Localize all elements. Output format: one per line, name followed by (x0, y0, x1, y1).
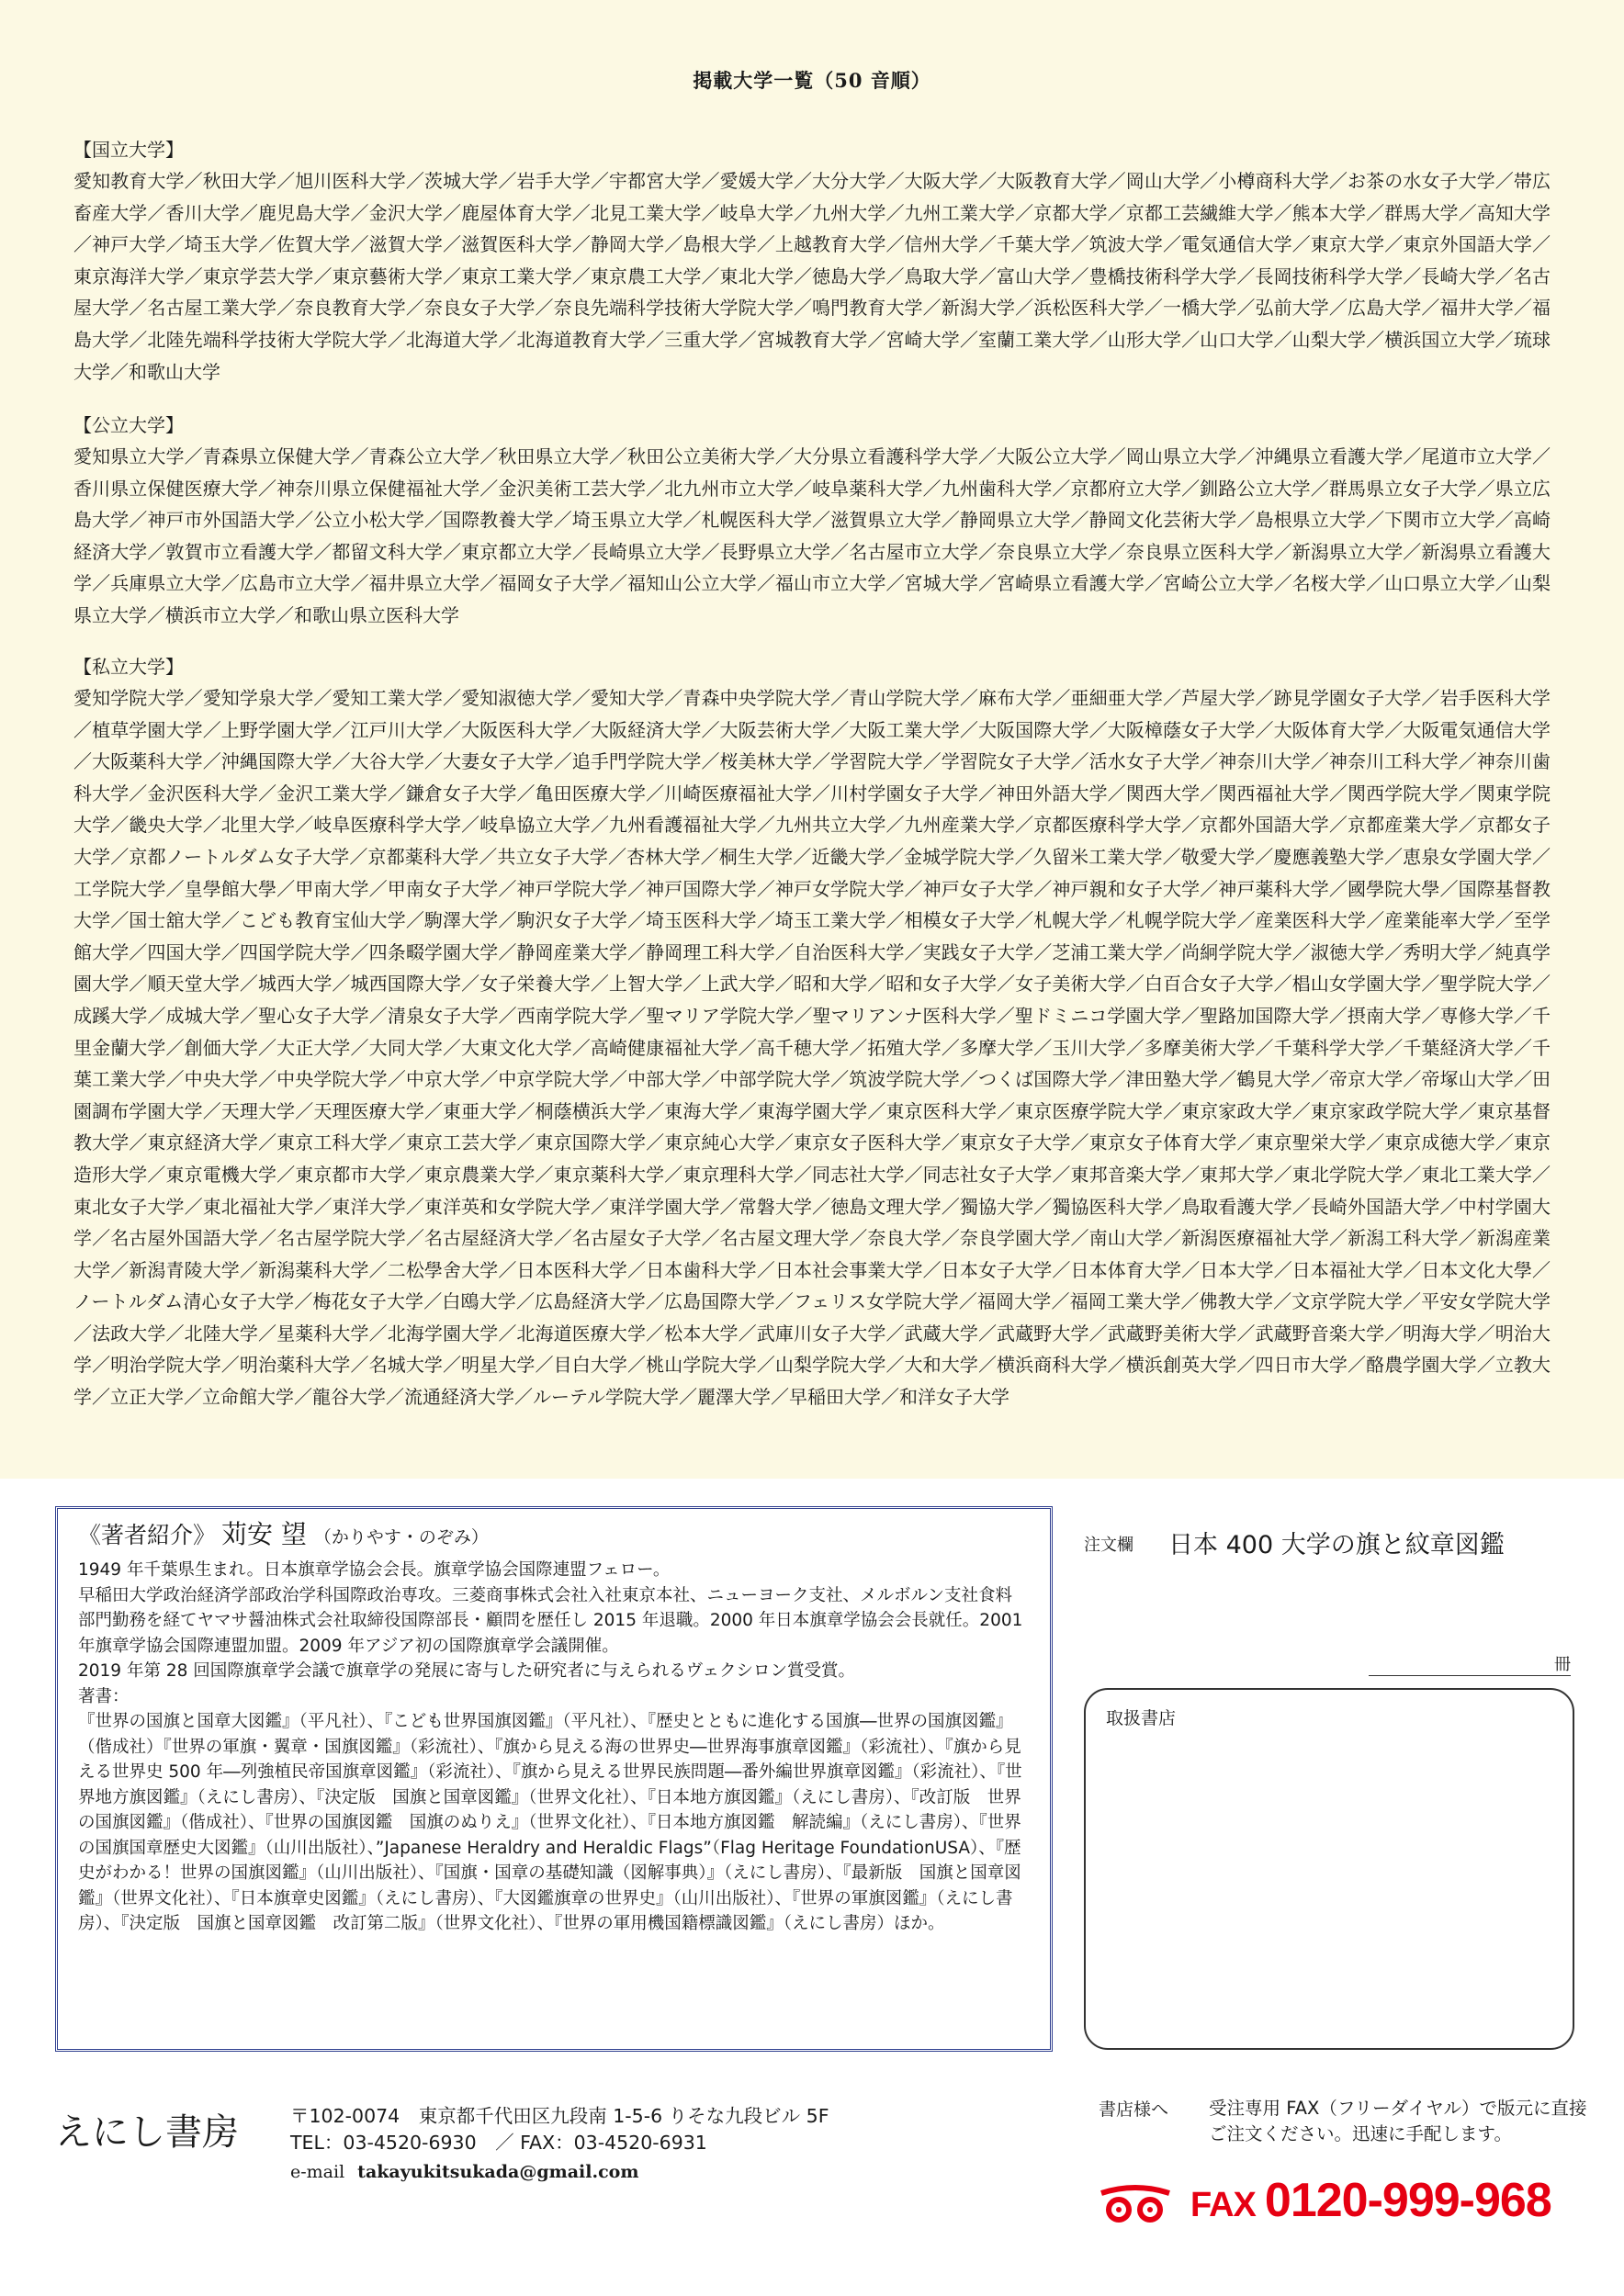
national-section (73, 134, 1551, 388)
fax-label: FAX (1190, 2186, 1256, 2224)
publisher-contact (290, 2103, 1025, 2156)
email-label: e-mail (290, 2162, 345, 2182)
fax-number[interactable] (1190, 2173, 1551, 2228)
bio-line: 著書： (78, 1686, 130, 1706)
fax-note: 受注専用 FAX（フリーダイヤル）で版元に直接ご注文ください。迅速に手配します。 (1209, 2098, 1587, 2144)
author-profile (78, 1514, 1026, 1937)
fax-number-line (1099, 2171, 1595, 2235)
bio-line: 早稲田大学政治経済学部政治学科国際政治専攻。三菱商事株式会社入社東京本社、ニューヨーク支社、メルボルン支社食料部門勤務を経てヤマサ醤油株式会社取締役国際部長・顧問を歴任し 2015 年退職。2000 年日本旗章学協会会長就任。2001 年旗章学協会国際連盟加盟。2009 年アジア初の国際旗章学会議開催。 (78, 1585, 1023, 1656)
author-heading: 《著者紹介》 (78, 1522, 217, 1548)
national-list: 愛知教育大学／秋田大学／旭川医科大学／茨城大学／岩手大学／宇都宮大学／愛媛大学／大分大学／大阪大学／大阪教育大学／岡山大学／小樽商科大学／お茶の水女子大学／帯広畜産大学／香川大学／鹿児島大学／金沢大学／鹿屋体育大学／北見工業大学／岐阜大学／九州大学／九州工業大学／京都大学／京都工芸繊維大学／熊本大学／群馬大学／高知大学／神戸大学／埼玉大学／佐賀大学／滋賀大学／滋賀医科大学／静岡大学／島根大学／上越教育大学／信州大学／千葉大学／筑波大学／電気通信大学／東京大学／東京外国語大学／東京海洋大学／東京学芸大学／東京藝術大学／東京工業大学／東京農工大学／東北大学／徳島大学／鳥取大学／富山大学／豊橋技術科学大学／長岡技術科学大学／長崎大学／名古屋大学／名古屋工業大学／奈良教育大学／奈良女子大学／奈良先端科学技術大学院大学／鳴門教育大学／新潟大学／浜松医科大学／一橋大学／弘前大学／広島大学／福井大学／福島大学／北陸先端科学技術大学院大学／北海道大学／北海道教育大学／三重大学／宮城教育大学／宮崎大学／室蘭工業大学／山形大学／山口大学／山梨大学／横浜国立大学／琉球大学／和歌山大学 (73, 170, 1551, 383)
private-section (73, 651, 1551, 1413)
private-list: 愛知学院大学／愛知学泉大学／愛知工業大学／愛知淑徳大学／愛知大学／青森中央学院大学／青山学院大学／麻布大学／亜細亜大学／芦屋大学／跡見学園女子大学／岩手医科大学／植草学園大学／上野学園大学／江戸川大学／大阪医科大学／大阪経済大学／大阪芸術大学／大阪工業大学／大阪国際大学／大阪樟蔭女子大学／大阪体育大学／大阪電気通信大学／大阪薬科大学／沖縄国際大学／大谷大学／大妻女子大学／追手門学院大学／桜美林大学／学習院大学／学習院女子大学／活水女子大学／神奈川大学／神奈川工科大学／神奈川歯科大学／金沢医科大学／金沢工業大学／鎌倉女子大学／亀田医療大学／川崎医療福祉大学／川村学園女子大学／神田外語大学／関西大学／関西福祉大学／関西学院大学／関東学院大学／畿央大学／北里大学／岐阜医療科学大学／岐阜協立大学／九州看護福祉大学／九州共立大学／九州産業大学／京都医療科学大学／京都外国語大学／京都産業大学／京都女子大学／京都ノートルダム女子大学／京都薬科大学／共立女子大学／杏林大学／桐生大学／近畿大学／金城学院大学／久留米工業大学／敬愛大学／慶應義塾大学／恵泉女学園大学／工学院大学／皇學館大學／甲南大学／甲南女子大学／神戸学院大学／神戸国際大学／神戸女学院大学／神戸女子大学／神戸親和女子大学／神戸薬科大学／國學院大學／国際基督教大学／国士舘大学／こども教育宝仙大学／駒澤大学／駒沢女子大学／埼玉医科大学／埼玉工業大学／相模女子大学／札幌大学／札幌学院大学／産業医科大学／産業能率大学／至学館大学／四国大学／四国学院大学／四条畷学園大学／静岡産業大学／静岡理工科大学／自治医科大学／実践女子大学／芝浦工業大学／尚絅学院大学／淑徳大学／秀明大学／純真学園大学／順天堂大学／城西大学／城西国際大学／女子栄養大学／上智大学／上武大学／昭和大学／昭和女子大学／女子美術大学／白百合女子大学／椙山女学園大学／聖学院大学／成蹊大学／成城大学／聖心女子大学／清泉女子大学／西南学院大学／聖マリア学院大学／聖マリアンナ医科大学／聖ドミニコ学園大学／聖路加国際大学／摂南大学／専修大学／千里金蘭大学／創価大学／大正大学／大同大学／大東文化大学／高崎健康福祉大学／高千穂大学／拓殖大学／多摩大学／玉川大学／多摩美術大学／千葉科学大学／千葉経済大学／千葉工業大学／中央大学／中央学院大学／中京大学／中京学院大学／中部大学／中部学院大学／筑波学院大学／つくば国際大学／津田塾大学／鶴見大学／帝京大学／帝塚山大学／田園調布学園大学／天理大学／天理医療大学／東亜大学／桐蔭横浜大学／東海大学／東海学園大学／東京医科大学／東京医療学院大学／東京家政大学／東京家政学院大学／東京基督教大学／東京経済大学／東京工科大学／東京工芸大学／東京国際大学／東京純心大学／東京女子医科大学／東京女子大学／東京女子体育大学／東京聖栄大学／東京成徳大学／東京造形大学／東京電機大学／東京都市大学／東京農業大学／東京薬科大学／東京理科大学／同志社大学／同志社女子大学／東邦音楽大学／東邦大学／東北学院大学／東北工業大学／東北女子大学／東北福祉大学／東洋大学／東洋英和女学院大学／東洋学園大学／常磐大学／徳島文理大学／獨協大学／獨協医科大学／鳥取看護大学／長崎外国語大学／中村学園大学／名古屋外国語大学／名古屋学院大学／名古屋経済大学／名古屋女子大学／名古屋文理大学／奈良大学／奈良学園大学／南山大学／新潟医療福祉大学／新潟工科大学／新潟産業大学／新潟青陵大学／新潟薬科大学／二松學舍大学／日本医科大学／日本歯科大学／日本社会事業大学／日本女子大学／日本体育大学／日本大学／日本福祉大学／日本文化大學／ノートルダム清心女子大学／梅花女子大学／白鴎大学／広島経済大学／広島国際大学／フェリス女学院大学／福岡大学／福岡工業大学／佛教大学／文京学院大学／平安女学院大学／法政大学／北陸大学／星薬科大学／北海学園大学／北海道医療大学／松本大学／武庫川女子大学／武蔵大学／武蔵野大学／武蔵野美術大学／武蔵野音楽大学／明海大学／明治大学／明治学院大学／明治薬科大学／名城大学／明星大学／目白大学／桃山学院大学／山梨学院大学／大和大学／横浜商科大学／横浜創英大学／四日市大学／酪農学園大学／立教大学／立正大学／立命館大学／龍谷大学／流通経済大学／ルーテル学院大学／麗澤大学／早稲田大学／和洋女子大学 (73, 687, 1551, 1409)
author-works: 『世界の国旗と国章大図鑑』（平凡社）、『こども世界国旗図鑑』（平凡社）、『歴史とともに進化する国旗―世界の国旗図鑑』（偕成社）『世界の軍旗・翼章・国旗図鑑』（彩流社）、『旗から見える海の世界史―世界海事旗章図鑑』（彩流社）、『旗から見える世界史 500 年―列強植民帝国旗章図鑑』（彩流社）、『旗から見える世界民族問題―番外編世界旗章図鑑』（彩流社）、『世界地方旗図鑑』（えにし書房）、『決定版 国旗と国章図鑑』（世界文化社）、『日本地方旗図鑑』（えにし書房）、『改訂版 世界の国旗図鑑』（偕成社）、『世界の国旗図鑑 国旗のぬりえ』（世界文化社）、『日本地方旗図鑑 解読編』（えにし書房）、『世界の国旗国章歴史大図鑑』（山川出版社）、”Japanese Heraldry and Heraldic Flags”（Flag Heritage FoundationUSA）、『歴史がわかる！世界の国旗図鑑』（山川出版社）、『国旗・国章の基礎知識（図解事典）』（えにし書房）、『最新版 国旗と国章図鑑』（世界文化社）、『日本旗章史図鑑』（えにし書房）、『大図鑑旗章の世界史』（山川出版社）、『世界の軍旗図鑑』（えにし書房）、『決定版 国旗と国章図鑑 改訂第二版』（世界文化社）、『世界の軍用機国籍標識図鑑』（えにし書房）ほか。 (78, 1712, 1022, 1933)
publisher-tel-fax: TEL：03-4520-6930 ／ FAX：03-4520-6931 (290, 2132, 707, 2154)
publisher-address: 〒102-0074 東京都千代田区九段南 1-5-6 りそな九段ビル 5F (290, 2105, 829, 2127)
order-book-title: 日本 400 大学の旗と紋章図鑑 (1168, 1531, 1505, 1559)
list-title: 掲載大学一覧（50 音順） (693, 69, 931, 92)
publisher-email-line (290, 2162, 638, 2182)
author-reading: （かりやす・のぞみ） (313, 1527, 489, 1548)
fax-to-label: 書店様へ (1099, 2099, 1169, 2120)
bio-line: 2019 年第 28 回国際旗章学会議で旗章学の発展に寄与した研究者に与えられるヴェクシロン賞受賞。 (78, 1661, 856, 1681)
author-name: 苅安 望 (221, 1519, 307, 1549)
publisher-email[interactable]: takayukitsukada@gmail.com (357, 2162, 639, 2182)
bio-line: 1949 年千葉県生まれ。日本旗章学協会会長。旗章学協会国際連盟フェロー。 (78, 1560, 671, 1580)
fax-number-value: 0120-999-968 (1264, 2174, 1551, 2227)
public-heading: 【公立大学】 (73, 414, 184, 436)
quantity-field[interactable] (1369, 1651, 1571, 1676)
publisher-logo: えにし書房 (55, 2111, 239, 2154)
quantity-unit: 冊 (1554, 1655, 1571, 1674)
public-section (73, 410, 1551, 632)
private-heading: 【私立大学】 (73, 656, 184, 678)
author-profile-box (55, 1506, 1053, 2052)
public-list: 愛知県立大学／青森県立保健大学／青森公立大学／秋田県立大学／秋田公立美術大学／大分県立看護科学大学／大阪公立大学／岡山県立大学／沖縄県立看護大学／尾道市立大学／香川県立保健医療大学／神奈川県立保健福祉大学／金沢美術工芸大学／北九州市立大学／岐阜薬科大学／九州歯科大学／京都府立大学／釧路公立大学／群馬県立女子大学／県立広島大学／神戸市外国語大学／公立小松大学／国際教養大学／埼玉県立大学／札幌医科大学／滋賀県立大学／静岡県立大学／静岡文化芸術大学／島根県立大学／下関市立大学／高崎経済大学／敦賀市立看護大学／都留文科大学／東京都立大学／長崎県立大学／長野県立大学／名古屋市立大学／奈良県立大学／奈良県立医科大学／新潟県立大学／新潟県立看護大学／兵庫県立大学／広島市立大学／福井県立大学／福岡女子大学／福知山公立大学／福山市立大学／宮城大学／宮崎県立看護大学／宮崎公立大学／名桜大学／山口県立大学／山梨県立大学／横浜市立大学／和歌山県立医科大学 (73, 445, 1551, 626)
national-heading: 【国立大学】 (73, 139, 184, 161)
freedial-icon (1099, 2184, 1172, 2223)
author-bio (78, 1558, 1026, 1709)
order-label: 注文欄 (1084, 1536, 1133, 1555)
bookstore-stamp-box[interactable] (1084, 1688, 1574, 2050)
author-heading-line (78, 1514, 1026, 1558)
bookstore-label: 取扱書店 (1106, 1708, 1177, 1728)
